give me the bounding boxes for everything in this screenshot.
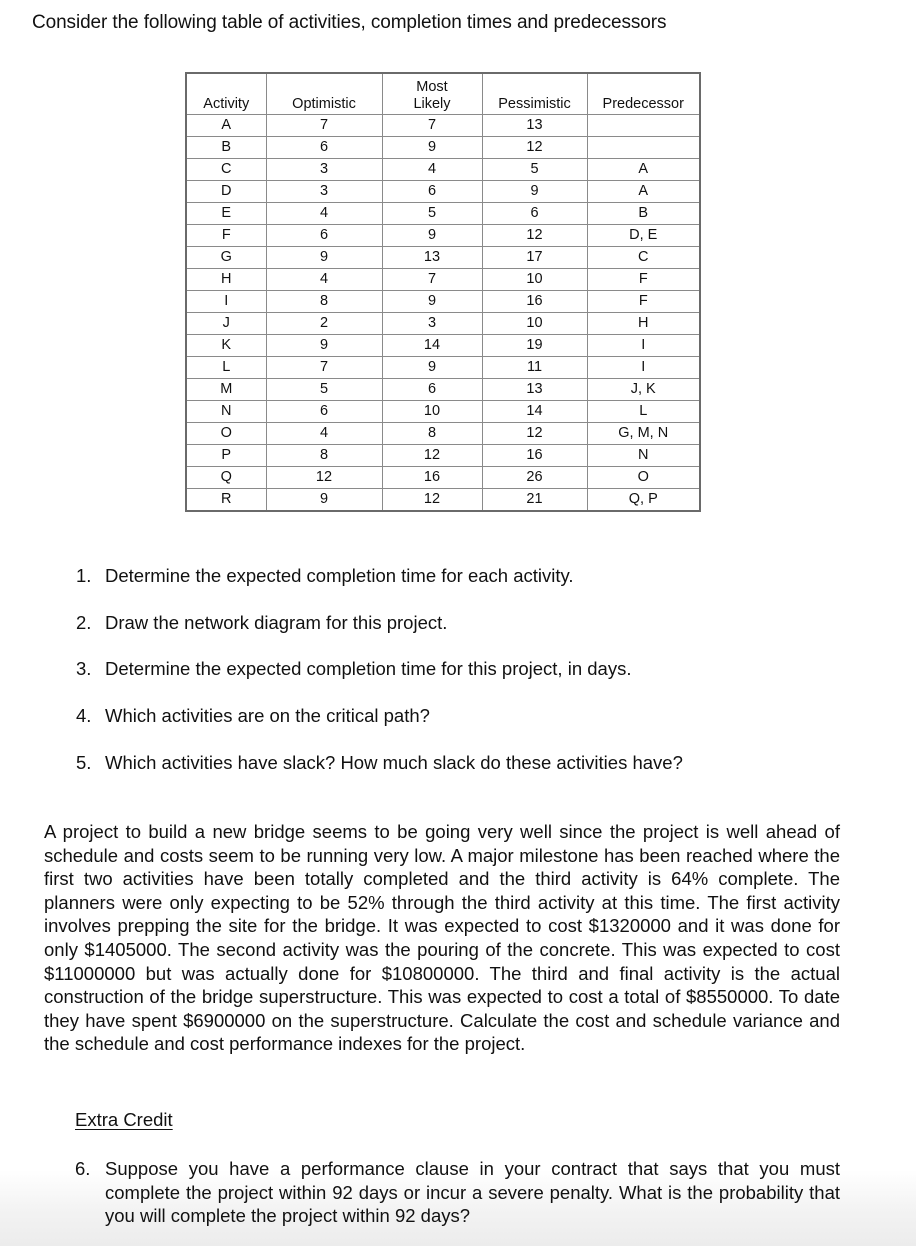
- cell-optimistic: 8: [266, 291, 382, 313]
- list-item: [76, 658, 683, 705]
- cell-pessimistic: 16: [482, 291, 587, 313]
- cell-predecessor: A: [587, 181, 700, 203]
- cell-optimistic: 12: [266, 467, 382, 489]
- cell-activity: O: [186, 423, 266, 445]
- cell-predecessor: I: [587, 335, 700, 357]
- header-predecessor: Predecessor: [587, 73, 700, 115]
- table-row: [186, 225, 700, 247]
- cell-pessimistic: 26: [482, 467, 587, 489]
- cell-pessimistic: 9: [482, 181, 587, 203]
- cell-optimistic: 9: [266, 247, 382, 269]
- cell-optimistic: 3: [266, 181, 382, 203]
- cell-activity: Q: [186, 467, 266, 489]
- cell-predecessor: G, M, N: [587, 423, 700, 445]
- cell-pessimistic: 19: [482, 335, 587, 357]
- header-most-likely-line2: Likely: [413, 96, 451, 112]
- question-number: 5.: [76, 751, 92, 773]
- cell-optimistic: 8: [266, 445, 382, 467]
- cell-most-likely: 9: [382, 137, 482, 159]
- question-number: 4.: [76, 705, 92, 727]
- cell-most-likely: 8: [382, 423, 482, 445]
- activities-table: [185, 72, 701, 512]
- question-text: Which activities have slack? How much slack do these activities have?: [105, 751, 683, 773]
- list-item: [76, 752, 683, 799]
- table-row: [186, 159, 700, 181]
- cell-most-likely: 16: [382, 467, 482, 489]
- cell-most-likely: 5: [382, 203, 482, 225]
- cell-pessimistic: 12: [482, 137, 587, 159]
- table-row: [186, 489, 700, 512]
- cell-optimistic: 2: [266, 313, 382, 335]
- cell-pessimistic: 10: [482, 269, 587, 291]
- cell-pessimistic: 14: [482, 401, 587, 423]
- cell-most-likely: 3: [382, 313, 482, 335]
- cell-most-likely: 9: [382, 357, 482, 379]
- cell-most-likely: 10: [382, 401, 482, 423]
- question-text: Determine the expected completion time for this project, in days.: [105, 658, 632, 680]
- cell-optimistic: 9: [266, 335, 382, 357]
- question-text: Which activities are on the critical path?: [105, 705, 430, 727]
- cell-predecessor: F: [587, 291, 700, 313]
- cell-activity: A: [186, 115, 266, 137]
- cell-most-likely: 14: [382, 335, 482, 357]
- cell-predecessor: D, E: [587, 225, 700, 247]
- cell-predecessor: [587, 115, 700, 137]
- bridge-project-paragraph: A project to build a new bridge seems to be going very well since the project is well ahead of schedule and costs seem to be running very low. A major milestone has been reached where the first two activities have been totally completed and the third activity is 64% complete. The planners were only expecting to be 52% through the third activity at this time. The first activity involves prepping the site for the bridge. It was expected to cost $1320000 and it was done for only $1405000. The second activity was the pouring of the concrete. This was expected to cost $11000000 but was actually done for $10800000. The third and final activity is the actual construction of the bridge superstructure. This was expected to cost a total of $8550000. To date they have spent $6900000 on the superstructure. Calculate the cost and schedule variance and the schedule and cost performance indexes for the project.: [44, 821, 840, 1055]
- cell-activity: G: [186, 247, 266, 269]
- questions-list: [76, 565, 683, 798]
- cell-optimistic: 4: [266, 269, 382, 291]
- cell-activity: I: [186, 291, 266, 313]
- cell-activity: E: [186, 203, 266, 225]
- list-item: [76, 612, 683, 659]
- table-row: [186, 291, 700, 313]
- header-pessimistic: Pessimistic: [482, 73, 587, 115]
- cell-optimistic: 3: [266, 159, 382, 181]
- question-number: 2.: [76, 611, 92, 633]
- cell-pessimistic: 12: [482, 225, 587, 247]
- cell-activity: P: [186, 445, 266, 467]
- cell-most-likely: 6: [382, 379, 482, 401]
- question-number: 3.: [76, 658, 92, 680]
- cell-optimistic: 6: [266, 225, 382, 247]
- table-body: [186, 115, 700, 512]
- cell-pessimistic: 12: [482, 423, 587, 445]
- cell-activity: D: [186, 181, 266, 203]
- cell-activity: B: [186, 137, 266, 159]
- header-most-likely-line1: Most: [416, 79, 448, 95]
- question-text: Draw the network diagram for this project.: [105, 611, 448, 633]
- cell-activity: L: [186, 357, 266, 379]
- cell-predecessor: C: [587, 247, 700, 269]
- cell-optimistic: 6: [266, 137, 382, 159]
- cell-pessimistic: 10: [482, 313, 587, 335]
- cell-activity: R: [186, 489, 266, 512]
- cell-pessimistic: 5: [482, 159, 587, 181]
- page-title: Consider the following table of activities, completion times and predecessors: [32, 12, 667, 33]
- cell-activity: K: [186, 335, 266, 357]
- cell-predecessor: A: [587, 159, 700, 181]
- cell-predecessor: L: [587, 401, 700, 423]
- cell-predecessor: I: [587, 357, 700, 379]
- list-item: [76, 565, 683, 612]
- cell-pessimistic: 16: [482, 445, 587, 467]
- cell-predecessor: B: [587, 203, 700, 225]
- table-row: [186, 115, 700, 137]
- extra-credit-question: [75, 1157, 840, 1228]
- table-row: [186, 335, 700, 357]
- cell-most-likely: 6: [382, 181, 482, 203]
- cell-most-likely: 12: [382, 445, 482, 467]
- table-row: [186, 401, 700, 423]
- cell-predecessor: O: [587, 467, 700, 489]
- cell-pessimistic: 17: [482, 247, 587, 269]
- cell-predecessor: Q, P: [587, 489, 700, 512]
- cell-activity: F: [186, 225, 266, 247]
- cell-pessimistic: 11: [482, 357, 587, 379]
- cell-activity: C: [186, 159, 266, 181]
- list-item: [76, 705, 683, 752]
- table-header-row: [186, 73, 700, 115]
- header-most-likely: [382, 73, 482, 115]
- cell-predecessor: H: [587, 313, 700, 335]
- table-row: [186, 313, 700, 335]
- question-text: Determine the expected completion time for each activity.: [105, 565, 574, 586]
- cell-activity: N: [186, 401, 266, 423]
- table-row: [186, 137, 700, 159]
- table-row: [186, 445, 700, 467]
- cell-pessimistic: 6: [482, 203, 587, 225]
- table-row: [186, 203, 700, 225]
- cell-optimistic: 7: [266, 357, 382, 379]
- cell-pessimistic: 21: [482, 489, 587, 512]
- question-text: Suppose you have a performance clause in your contract that says that you must complete the project within 92 days or incur a severe penalty. What is the probability that you will complete the project within 92 days?: [105, 1158, 840, 1227]
- question-number: 6.: [75, 1158, 91, 1179]
- cell-optimistic: 5: [266, 379, 382, 401]
- cell-activity: H: [186, 269, 266, 291]
- cell-most-likely: 4: [382, 159, 482, 181]
- cell-predecessor: [587, 137, 700, 159]
- table-row: [186, 269, 700, 291]
- cell-predecessor: N: [587, 445, 700, 467]
- cell-predecessor: J, K: [587, 379, 700, 401]
- header-optimistic: Optimistic: [266, 73, 382, 115]
- header-activity: Activity: [186, 73, 266, 115]
- table-row: [186, 423, 700, 445]
- cell-optimistic: 7: [266, 115, 382, 137]
- cell-optimistic: 6: [266, 401, 382, 423]
- table-row: [186, 467, 700, 489]
- table-row: [186, 181, 700, 203]
- table-row: [186, 357, 700, 379]
- cell-predecessor: F: [587, 269, 700, 291]
- question-number: 1.: [76, 565, 92, 586]
- cell-most-likely: 9: [382, 225, 482, 247]
- cell-optimistic: 4: [266, 423, 382, 445]
- extra-credit-heading: Extra Credit: [75, 1109, 173, 1130]
- cell-most-likely: 13: [382, 247, 482, 269]
- cell-activity: M: [186, 379, 266, 401]
- cell-pessimistic: 13: [482, 115, 587, 137]
- cell-most-likely: 12: [382, 489, 482, 512]
- cell-most-likely: 9: [382, 291, 482, 313]
- cell-activity: J: [186, 313, 266, 335]
- cell-most-likely: 7: [382, 115, 482, 137]
- cell-optimistic: 4: [266, 203, 382, 225]
- table-row: [186, 379, 700, 401]
- table-row: [186, 247, 700, 269]
- cell-pessimistic: 13: [482, 379, 587, 401]
- cell-most-likely: 7: [382, 269, 482, 291]
- cell-optimistic: 9: [266, 489, 382, 512]
